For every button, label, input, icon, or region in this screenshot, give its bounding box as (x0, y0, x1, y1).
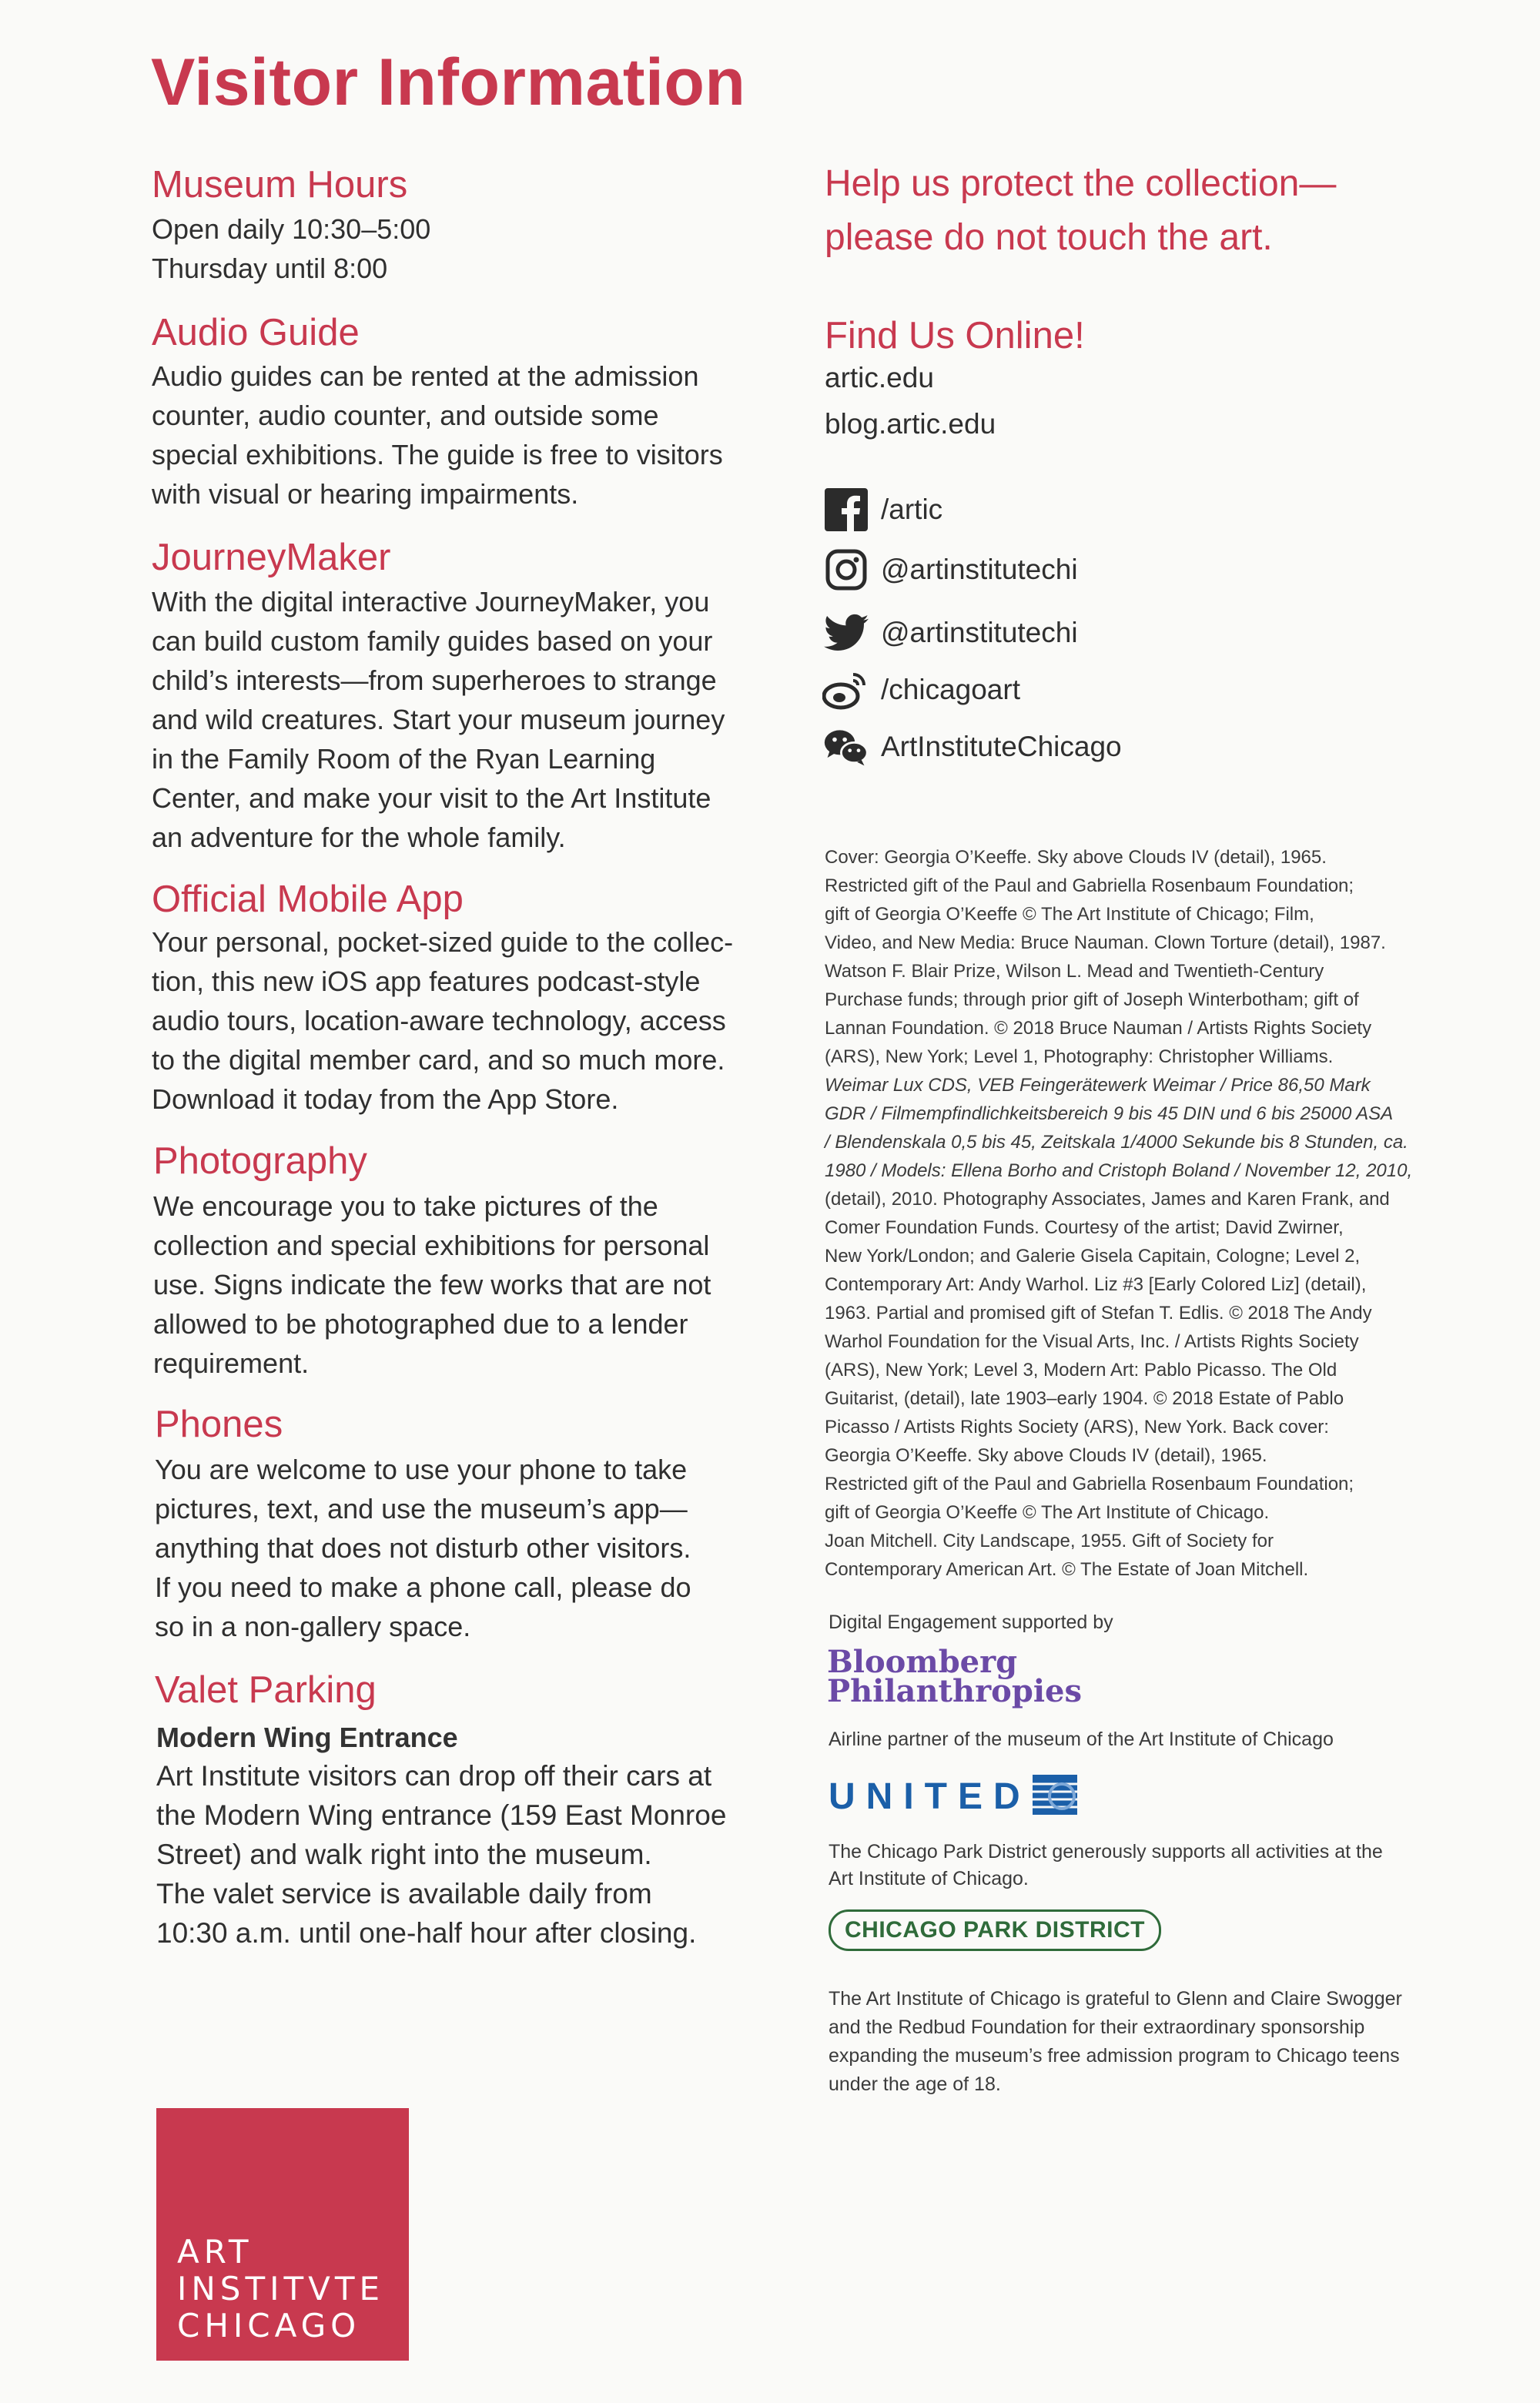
ack-line: under the age of 18. (829, 2073, 1001, 2095)
text-line: collection and special exhibitions for personal (153, 1230, 710, 1261)
text-line: allowed to be photographed due to a lender (153, 1308, 688, 1340)
chicago-park-district-logo: CHICAGO PARK DISTRICT (829, 1909, 1161, 1951)
text-line: Art Institute visitors can drop off their cars at (156, 1760, 712, 1792)
photography-heading: Photography (153, 1140, 367, 1182)
instagram-icon (822, 546, 870, 594)
credit-line: 1980 / Models: Ellena Borho and Cristoph Boland / November 12, 2010, (825, 1160, 1413, 1181)
wechat-icon (822, 723, 870, 771)
twitter-handle: @artinstitutechi (881, 617, 1078, 648)
credit-line: Video, and New Media: Bruce Nauman. Clown Torture (detail), 1987. (825, 932, 1386, 953)
credit-line: / Blendenskala 0,5 bis 45, Zeitskala 1/4000 Sekunde bis 8 Stunden, ca. (825, 1132, 1408, 1153)
credit-line: Picasso / Artists Rights Society (ARS), New York. Back cover: (825, 1417, 1329, 1437)
ack-line: expanding the museum’s free admission program to Chicago teens (829, 2045, 1400, 2067)
image-credits (825, 843, 1441, 1584)
text-line: audio tours, location-aware technology, access (152, 1005, 726, 1036)
credit-line: Weimar Lux CDS, VEB Feingerätewerk Weimar / Price 86,50 Mark (825, 1075, 1371, 1096)
credit-line: Comer Foundation Funds. Courtesy of the artist; David Zwirner, (825, 1217, 1344, 1238)
text-line: Your personal, pocket-sized guide to the collec- (152, 926, 734, 958)
credit-line: Georgia O’Keeffe. Sky above Clouds IV (detail), 1965. (825, 1445, 1267, 1466)
social-twitter[interactable] (822, 608, 1078, 658)
park-line: The Chicago Park District generously supports all activities at the (829, 1841, 1383, 1862)
find-us-online-heading: Find Us Online! (825, 315, 1085, 356)
mobile-app-heading: Official Mobile App (152, 879, 464, 920)
credit-line: Warhol Foundation for the Visual Arts, Inc. / Artists Rights Society (825, 1331, 1359, 1352)
text-line: 10:30 a.m. until one-half hour after closing. (156, 1917, 697, 1949)
facebook-handle: /artic (881, 494, 943, 525)
credit-line: gift of Georgia O’Keeffe © The Art Institute of Chicago. (825, 1502, 1270, 1523)
text-line: We encourage you to take pictures of the (153, 1190, 658, 1222)
phones-heading: Phones (155, 1404, 283, 1445)
credit-line: Cover: Georgia O’Keeffe. Sky above Clouds IV (detail), 1965. (825, 847, 1327, 868)
text-line: counter, audio counter, and outside some (152, 400, 659, 431)
credit-line: Purchase funds; through prior gift of Joseph Winterbotham; gift of (825, 989, 1359, 1010)
page-title: Visitor Information (151, 45, 746, 119)
credit-line: Joan Mitchell. City Landscape, 1955. Gift of Society for (825, 1531, 1274, 1551)
hours-line: Open daily 10:30–5:00 (152, 213, 431, 245)
ack-line: and the Redbud Foundation for their extraordinary sponsorship (829, 2016, 1365, 2038)
credit-line: Lannan Foundation. © 2018 Bruce Nauman / Artists Rights Society (825, 1018, 1372, 1039)
wechat-handle: ArtInstituteChicago (881, 731, 1122, 762)
credit-line: Watson F. Blair Prize, Wilson L. Mead and Twentieth-Century (825, 961, 1324, 982)
logo-line-chicago: CHICAGO (177, 2307, 361, 2344)
philanthropies-word: Philanthropies (827, 1673, 1082, 1709)
mobile-app-text (152, 922, 768, 1119)
credit-line: 1963. Partial and promised gift of Stefan T. Edlis. © 2018 The Andy (825, 1303, 1372, 1324)
blog-link[interactable]: blog.artic.edu (825, 408, 996, 440)
text-line: pictures, text, and use the museum’s app— (155, 1493, 688, 1524)
text-line: With the digital interactive JourneyMaker, you (152, 586, 710, 617)
social-weibo[interactable] (822, 665, 1020, 715)
credit-line: Restricted gift of the Paul and Gabriella Rosenbaum Foundation; (825, 1474, 1354, 1494)
hours-line: Thursday until 8:00 (152, 253, 388, 284)
text-line: child’s interests—from superheroes to strange (152, 664, 717, 696)
credit-line: GDR / Filmempfindlichkeitsbereich 9 bis 45 DIN und 6 bis 25000 ASA (825, 1103, 1394, 1124)
journeymaker-text (152, 582, 768, 857)
united-logo (829, 1773, 1079, 1820)
credit-line: (detail), 2010. Photography Associates, James and Karen Frank, and (825, 1189, 1390, 1210)
park-district-text (829, 1841, 1383, 1890)
valet-parking-text (156, 1756, 772, 1953)
text-line: If you need to make a phone call, please do (155, 1571, 691, 1603)
credit-line: (ARS), New York; Level 1, Photography: Christopher Williams. (825, 1046, 1334, 1067)
text-line: with visual or hearing impairments. (152, 478, 579, 510)
united-globe-icon (1031, 1773, 1079, 1820)
logo-line-institvte: INSTITVTE (177, 2270, 385, 2308)
text-line: so in a non-gallery space. (155, 1611, 471, 1642)
united-wordmark: UNITED (829, 1776, 1031, 1817)
credit-line: Guitarist, (detail), late 1903–early 1904. © 2018 Estate of Pablo (825, 1388, 1344, 1409)
text-line: to the digital member card, and so much more. (152, 1044, 725, 1076)
audio-guide-text (152, 356, 768, 514)
text-line: the Modern Wing entrance (159 East Monroe (156, 1799, 727, 1831)
weibo-handle: /chicagoart (881, 674, 1020, 705)
text-line: Street) and walk right into the museum. (156, 1839, 652, 1870)
text-line: requirement. (153, 1347, 310, 1379)
text-line: special exhibitions. The guide is free to visitors (152, 439, 723, 470)
text-line: Audio guides can be rented at the admission (152, 360, 699, 392)
text-line: You are welcome to use your phone to take (155, 1454, 688, 1485)
social-facebook[interactable] (822, 485, 942, 534)
museum-hours-text (152, 209, 768, 288)
credit-line: Restricted gift of the Paul and Gabriella Rosenbaum Foundation; (825, 875, 1354, 896)
journeymaker-heading: JourneyMaker (152, 537, 391, 578)
text-line: tion, this new iOS app features podcast-style (152, 966, 701, 997)
text-line: Center, and make your visit to the Art Institute (152, 782, 711, 814)
bloomberg-logo (827, 1644, 1082, 1709)
museum-hours-heading: Museum Hours (152, 164, 408, 206)
website-link[interactable]: artic.edu (825, 362, 934, 393)
valet-parking-heading: Valet Parking (155, 1669, 377, 1711)
credit-line: (ARS), New York; Level 3, Modern Art: Pablo Picasso. The Old (825, 1360, 1337, 1381)
bloomberg-word: Bloomberg (827, 1644, 1018, 1680)
facebook-icon (822, 486, 870, 534)
audio-guide-heading: Audio Guide (152, 312, 360, 353)
text-line: anything that does not disturb other visitors. (155, 1532, 691, 1564)
twitter-icon (822, 609, 870, 657)
credit-line: Contemporary American Art. © The Estate of Joan Mitchell. (825, 1559, 1309, 1580)
digital-engagement-label: Digital Engagement supported by (829, 1611, 1113, 1633)
airline-partner-label: Airline partner of the museum of the Art Institute of Chicago (829, 1729, 1334, 1750)
credit-line: Contemporary Art: Andy Warhol. Liz #3 [Early Colored Liz] (detail), (825, 1274, 1367, 1295)
social-instagram[interactable] (822, 545, 1078, 594)
text-line: use. Signs indicate the few works that are not (153, 1269, 711, 1300)
notice-line: Help us protect the collection— (825, 163, 1337, 204)
text-line: and wild creatures. Start your museum journey (152, 704, 725, 735)
text-line: Download it today from the App Store. (152, 1083, 619, 1115)
text-line: in the Family Room of the Ryan Learning (152, 743, 656, 775)
ack-line: The Art Institute of Chicago is grateful to Glenn and Claire Swogger (829, 1988, 1402, 2010)
logo-line-art: ART (177, 2233, 253, 2271)
credit-line: gift of Georgia O’Keeffe © The Art Institute of Chicago; Film, (825, 904, 1314, 925)
swogger-acknowledgment (829, 1985, 1445, 2099)
instagram-handle: @artinstitutechi (881, 554, 1078, 585)
phones-text (155, 1450, 771, 1646)
text-line: an adventure for the whole family. (152, 822, 566, 853)
photography-text (153, 1186, 769, 1383)
social-wechat[interactable] (822, 722, 1122, 771)
credit-line: New York/London; and Galerie Gisela Capitain, Cologne; Level 2, (825, 1246, 1361, 1267)
weibo-icon (822, 666, 870, 714)
text-line: can build custom family guides based on your (152, 625, 713, 657)
park-line: Art Institute of Chicago. (829, 1868, 1029, 1889)
do-not-touch-notice (825, 157, 1456, 265)
art-institute-logo (156, 2108, 409, 2361)
notice-line: please do not touch the art. (825, 217, 1273, 258)
text-line: The valet service is available daily from (156, 1878, 652, 1909)
valet-subheading: Modern Wing Entrance (156, 1722, 458, 1753)
